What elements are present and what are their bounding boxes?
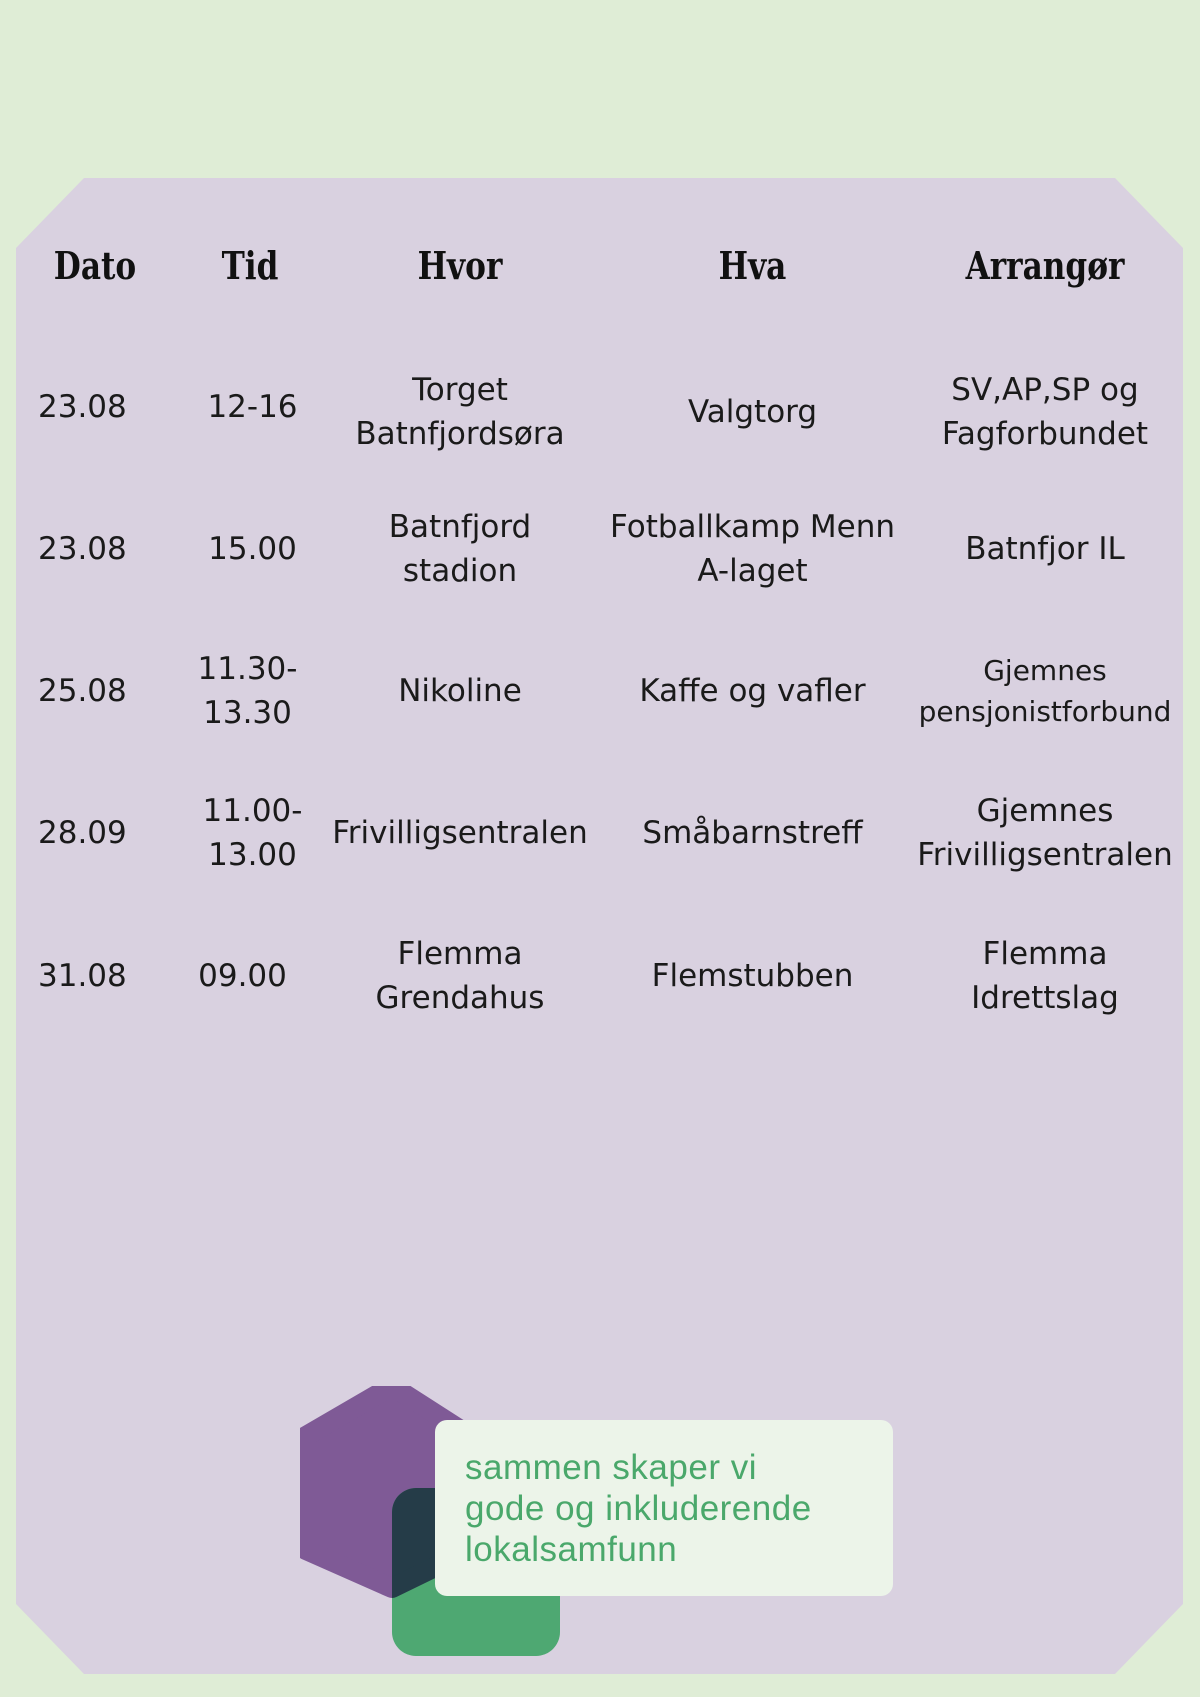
cell-tid: 12-16 — [207, 389, 298, 425]
header-tid: Tid — [221, 242, 279, 288]
header-dato: Dato — [53, 242, 137, 288]
cell-hvor: Flemma Grendahus — [375, 936, 545, 1016]
cell-arrangor: SV,AP,SP og Fagforbundet — [941, 372, 1149, 452]
slogan-line-1: sammen skaper vi — [465, 1447, 757, 1487]
header-hva: Hva — [718, 242, 787, 288]
cell-hvor: Nikoline — [398, 673, 522, 709]
cell-tid: 11.30- 13.30 — [197, 651, 298, 731]
header-hvor: Hvor — [417, 242, 503, 288]
cell-hva: Valgtorg — [687, 394, 818, 430]
cell-hvor: Torget Batnfjordsøra — [355, 372, 565, 452]
cell-arrangor: Gjemnes Frivilligsentralen — [917, 793, 1173, 873]
cell-arrangor: Gjemnes pensjonistforbund — [918, 654, 1172, 728]
cell-hvor: Frivilligsentralen — [332, 815, 588, 851]
cell-dato: 23.08 — [38, 531, 127, 567]
cell-hva: Småbarnstreff — [642, 815, 863, 851]
slogan-box — [435, 1420, 893, 1596]
cell-dato: 31.08 — [38, 958, 127, 994]
cell-hva: Flemstubben — [651, 958, 854, 994]
cell-arrangor: Batnfjor IL — [965, 531, 1125, 567]
cell-dato: 28.09 — [38, 815, 127, 851]
cell-tid: 15.00 — [208, 531, 297, 567]
cell-dato: 25.08 — [38, 673, 127, 709]
cell-tid: 09.00 — [198, 958, 287, 994]
slogan-line-3: lokalsamfunn — [465, 1529, 678, 1569]
slogan-logo — [300, 1386, 900, 1658]
cell-tid: 11.00- 13.00 — [202, 793, 303, 873]
cell-hva: Fotballkamp Menn A-laget — [610, 509, 895, 589]
cell-arrangor: Flemma Idrettslag — [971, 936, 1119, 1016]
cell-dato: 23.08 — [38, 389, 127, 425]
cell-hvor: Batnfjord stadion — [388, 509, 532, 589]
cell-hva: Kaffe og vafler — [639, 673, 866, 709]
slogan-line-2: gode og inkluderende — [465, 1488, 812, 1528]
header-arrangor: Arrangør — [965, 242, 1125, 288]
